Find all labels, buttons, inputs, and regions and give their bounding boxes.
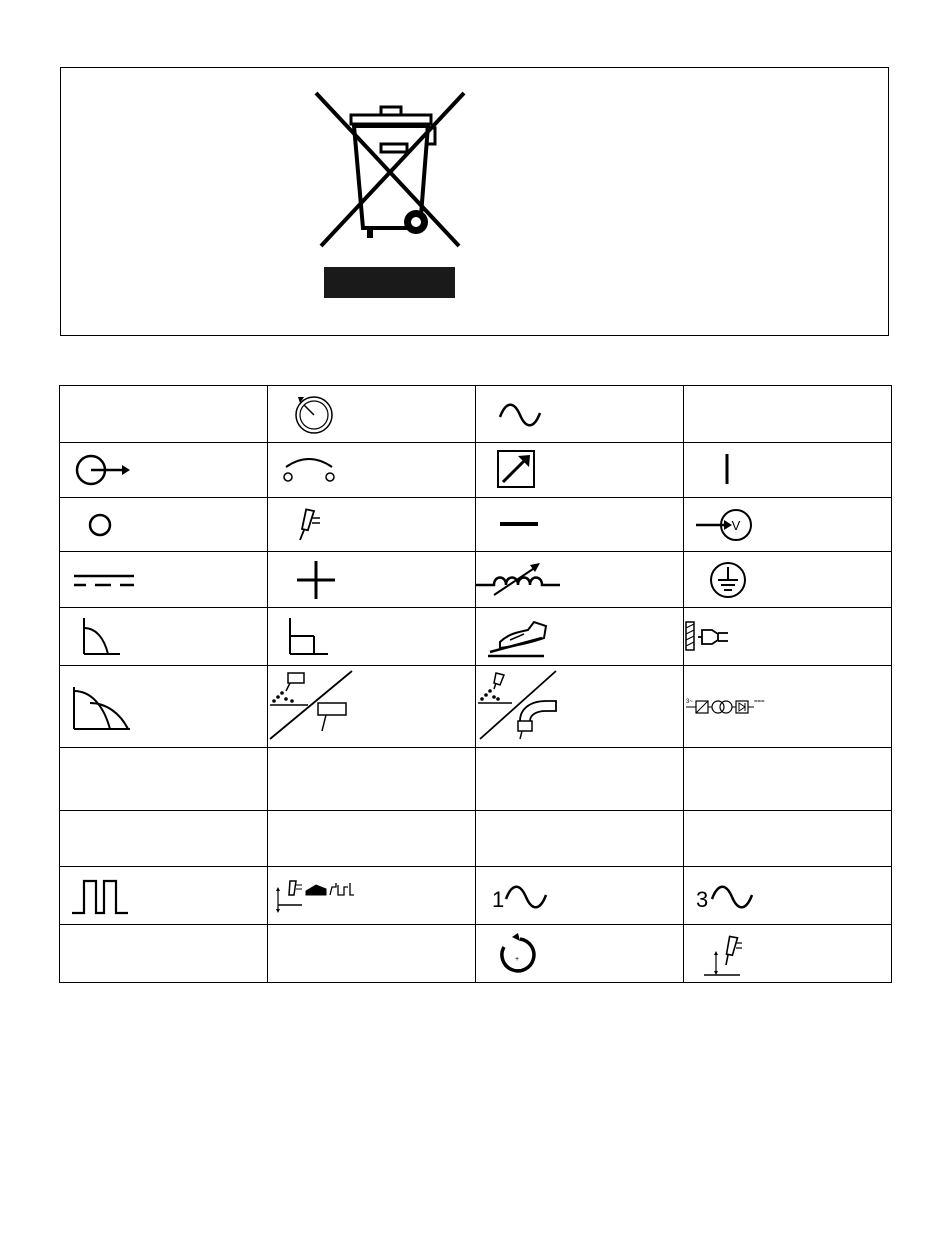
table-row	[60, 386, 892, 443]
table-cell	[684, 666, 892, 748]
table-cell	[684, 748, 892, 811]
single-phase-icon	[490, 871, 570, 921]
table-cell	[268, 386, 476, 443]
table-row	[60, 552, 892, 608]
table-cell	[268, 666, 476, 748]
arc-strike-torch-icon	[702, 929, 782, 979]
double-drooping-curve-icon	[70, 677, 150, 737]
table-row	[60, 867, 892, 925]
table-cell	[684, 925, 892, 983]
table-cell	[476, 748, 684, 811]
weee-black-bar	[324, 267, 455, 298]
table-cell	[268, 811, 476, 867]
pulse-wave-icon	[68, 871, 148, 921]
protective-earth-icon	[698, 555, 778, 605]
three-phase-label: 3	[696, 886, 709, 912]
flat-characteristic-icon	[278, 612, 358, 662]
table-cell	[476, 867, 684, 925]
stick-vs-tig-icon	[268, 669, 358, 745]
table-row	[60, 608, 892, 666]
rotary-knob-label: +	[514, 955, 520, 963]
table-row	[60, 748, 892, 811]
table-cell	[268, 443, 476, 498]
table-cell	[268, 748, 476, 811]
table-cell	[60, 867, 268, 925]
table-cell	[476, 925, 684, 983]
weee-notice-box	[60, 67, 889, 336]
table-cell	[60, 666, 268, 748]
foot-pedal-icon	[486, 612, 566, 662]
drooping-curve-icon	[74, 612, 154, 662]
table-cell	[60, 443, 268, 498]
table-cell	[684, 443, 892, 498]
wall-plug-icon	[684, 612, 764, 662]
torch-trigger-sequence-icon	[272, 871, 372, 921]
inverter-block-diagram-icon	[684, 687, 774, 727]
voltage-input-icon	[692, 500, 772, 550]
table-cell	[268, 498, 476, 552]
table-cell	[60, 925, 268, 983]
table-cell	[476, 443, 684, 498]
table-cell	[476, 498, 684, 552]
minus-sign-icon	[490, 500, 570, 550]
table-cell	[268, 867, 476, 925]
single-phase-label: 1	[492, 886, 505, 912]
svg-text:V: V	[731, 517, 741, 533]
table-cell	[476, 666, 684, 748]
table-row	[60, 443, 892, 498]
switch-open-icon	[278, 445, 358, 495]
table-row	[60, 498, 892, 552]
table-cell	[684, 608, 892, 666]
table-row	[60, 925, 892, 983]
table-cell	[60, 608, 268, 666]
table-cell	[684, 811, 892, 867]
variable-inductance-icon	[476, 555, 566, 605]
variable-arrow-box-icon	[490, 445, 570, 495]
table-cell	[268, 608, 476, 666]
table-cell	[476, 811, 684, 867]
rotary-knob-icon	[490, 929, 570, 979]
crossed-out-wheelie-bin-icon	[311, 88, 471, 253]
symbol-table	[59, 385, 892, 983]
inverter-input-label: 3~	[686, 698, 693, 705]
table-cell	[476, 386, 684, 443]
three-phase-icon	[696, 871, 776, 921]
table-cell	[476, 552, 684, 608]
timer-dial-icon	[282, 389, 362, 439]
table-cell	[60, 811, 268, 867]
table-cell	[60, 748, 268, 811]
table-cell	[684, 498, 892, 552]
table-cell	[684, 552, 892, 608]
mig-vs-tig-icon	[476, 669, 566, 745]
power-on-line-icon	[712, 445, 792, 495]
dc-current-icon	[70, 555, 150, 605]
power-off-circle-icon	[70, 500, 150, 550]
table-cell	[268, 925, 476, 983]
table-cell	[684, 386, 892, 443]
table-cell	[60, 386, 268, 443]
table-row	[60, 811, 892, 867]
table-cell	[684, 867, 892, 925]
table-row	[60, 666, 892, 748]
power-off-arrow-icon	[70, 445, 150, 495]
table-cell	[60, 552, 268, 608]
welding-torch-icon	[288, 500, 368, 550]
inverter-output-label: ===	[754, 698, 765, 705]
ac-sine-icon	[490, 389, 570, 439]
table-cell	[60, 498, 268, 552]
plus-sign-icon	[288, 555, 368, 605]
table-cell	[268, 552, 476, 608]
table-cell	[476, 608, 684, 666]
